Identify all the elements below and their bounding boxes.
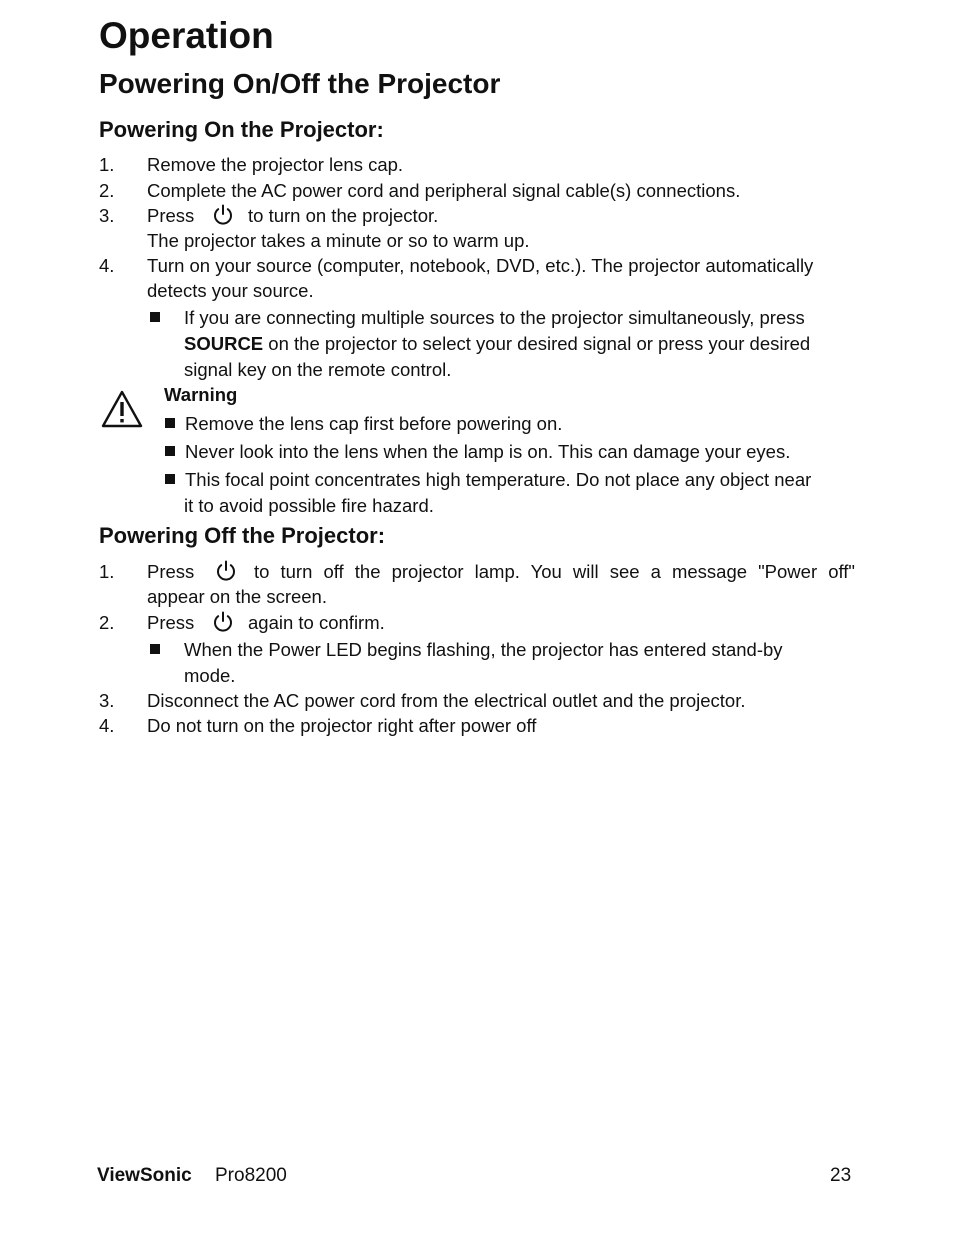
power-icon: [212, 611, 234, 633]
power-icon: [212, 204, 234, 226]
list-item: detects your source.: [147, 280, 314, 301]
warning-item: it to avoid possible fire hazard.: [184, 495, 434, 516]
list-item: appear on the screen.: [147, 586, 327, 607]
list-number: 3.: [99, 205, 115, 226]
list-number: 4.: [99, 255, 115, 276]
list-number: 3.: [99, 690, 115, 711]
footer-model: Pro8200: [215, 1165, 287, 1186]
warning-item: Never look into the lens when the lamp is on. This can damage your eyes.: [185, 441, 791, 462]
list-number: 1.: [99, 154, 115, 175]
warning-triangle-icon: [100, 389, 144, 429]
powering-on-heading: Powering On the Projector:: [99, 117, 384, 142]
note-text: signal key on the remote control.: [184, 359, 452, 380]
warning-item: This focal point concentrates high temperature. Do not place any object near: [185, 469, 812, 490]
list-number: 2.: [99, 180, 115, 201]
list-item: Do not turn on the projector right after power off: [147, 715, 537, 736]
list-item: Turn on your source (computer, notebook, DVD, etc.). The projector automatically: [147, 255, 814, 276]
list-number: 4.: [99, 715, 115, 736]
section-title: Powering On/Off the Projector: [99, 68, 501, 99]
list-item: Press: [147, 205, 195, 226]
list-item: Disconnect the AC power cord from the electrical outlet and the projector.: [147, 690, 746, 711]
list-number: 2.: [99, 612, 115, 633]
bullet-square: [165, 474, 175, 484]
bullet-square: [165, 446, 175, 456]
warning-item: Remove the lens cap first before powering on.: [185, 413, 563, 434]
list-item: to turn on the projector.: [248, 205, 439, 226]
power-icon: [215, 560, 237, 582]
note-text: If you are connecting multiple sources to the projector simultaneously, press: [184, 307, 805, 328]
note-text: [184, 333, 810, 355]
note-text: When the Power LED begins flashing, the projector has entered stand-by: [184, 639, 783, 660]
list-item: to turn off the projector lamp. You will see a message "Power off": [254, 561, 855, 582]
note-text-rest: on the projector to select your desired signal or press your desired: [268, 333, 811, 354]
list-number: 1.: [99, 561, 115, 582]
powering-off-heading: Powering Off the Projector:: [99, 523, 386, 548]
list-item: The projector takes a minute or so to warm up.: [147, 230, 530, 251]
bullet-square: [150, 312, 160, 322]
note-text: mode.: [184, 665, 236, 686]
page-number: 23: [830, 1165, 852, 1186]
list-item: again to confirm.: [248, 612, 385, 633]
source-key: SOURCE: [184, 333, 264, 354]
warning-label: Warning: [164, 384, 238, 405]
bullet-square: [150, 644, 160, 654]
list-item: Press: [147, 561, 195, 582]
list-item: Press: [147, 612, 195, 633]
page-title: Operation: [99, 15, 274, 56]
footer-brand: ViewSonic: [97, 1165, 192, 1186]
list-item: Remove the projector lens cap.: [147, 154, 404, 175]
list-item: Complete the AC power cord and peripheral signal cable(s) connections.: [147, 180, 741, 201]
bullet-square: [165, 418, 175, 428]
